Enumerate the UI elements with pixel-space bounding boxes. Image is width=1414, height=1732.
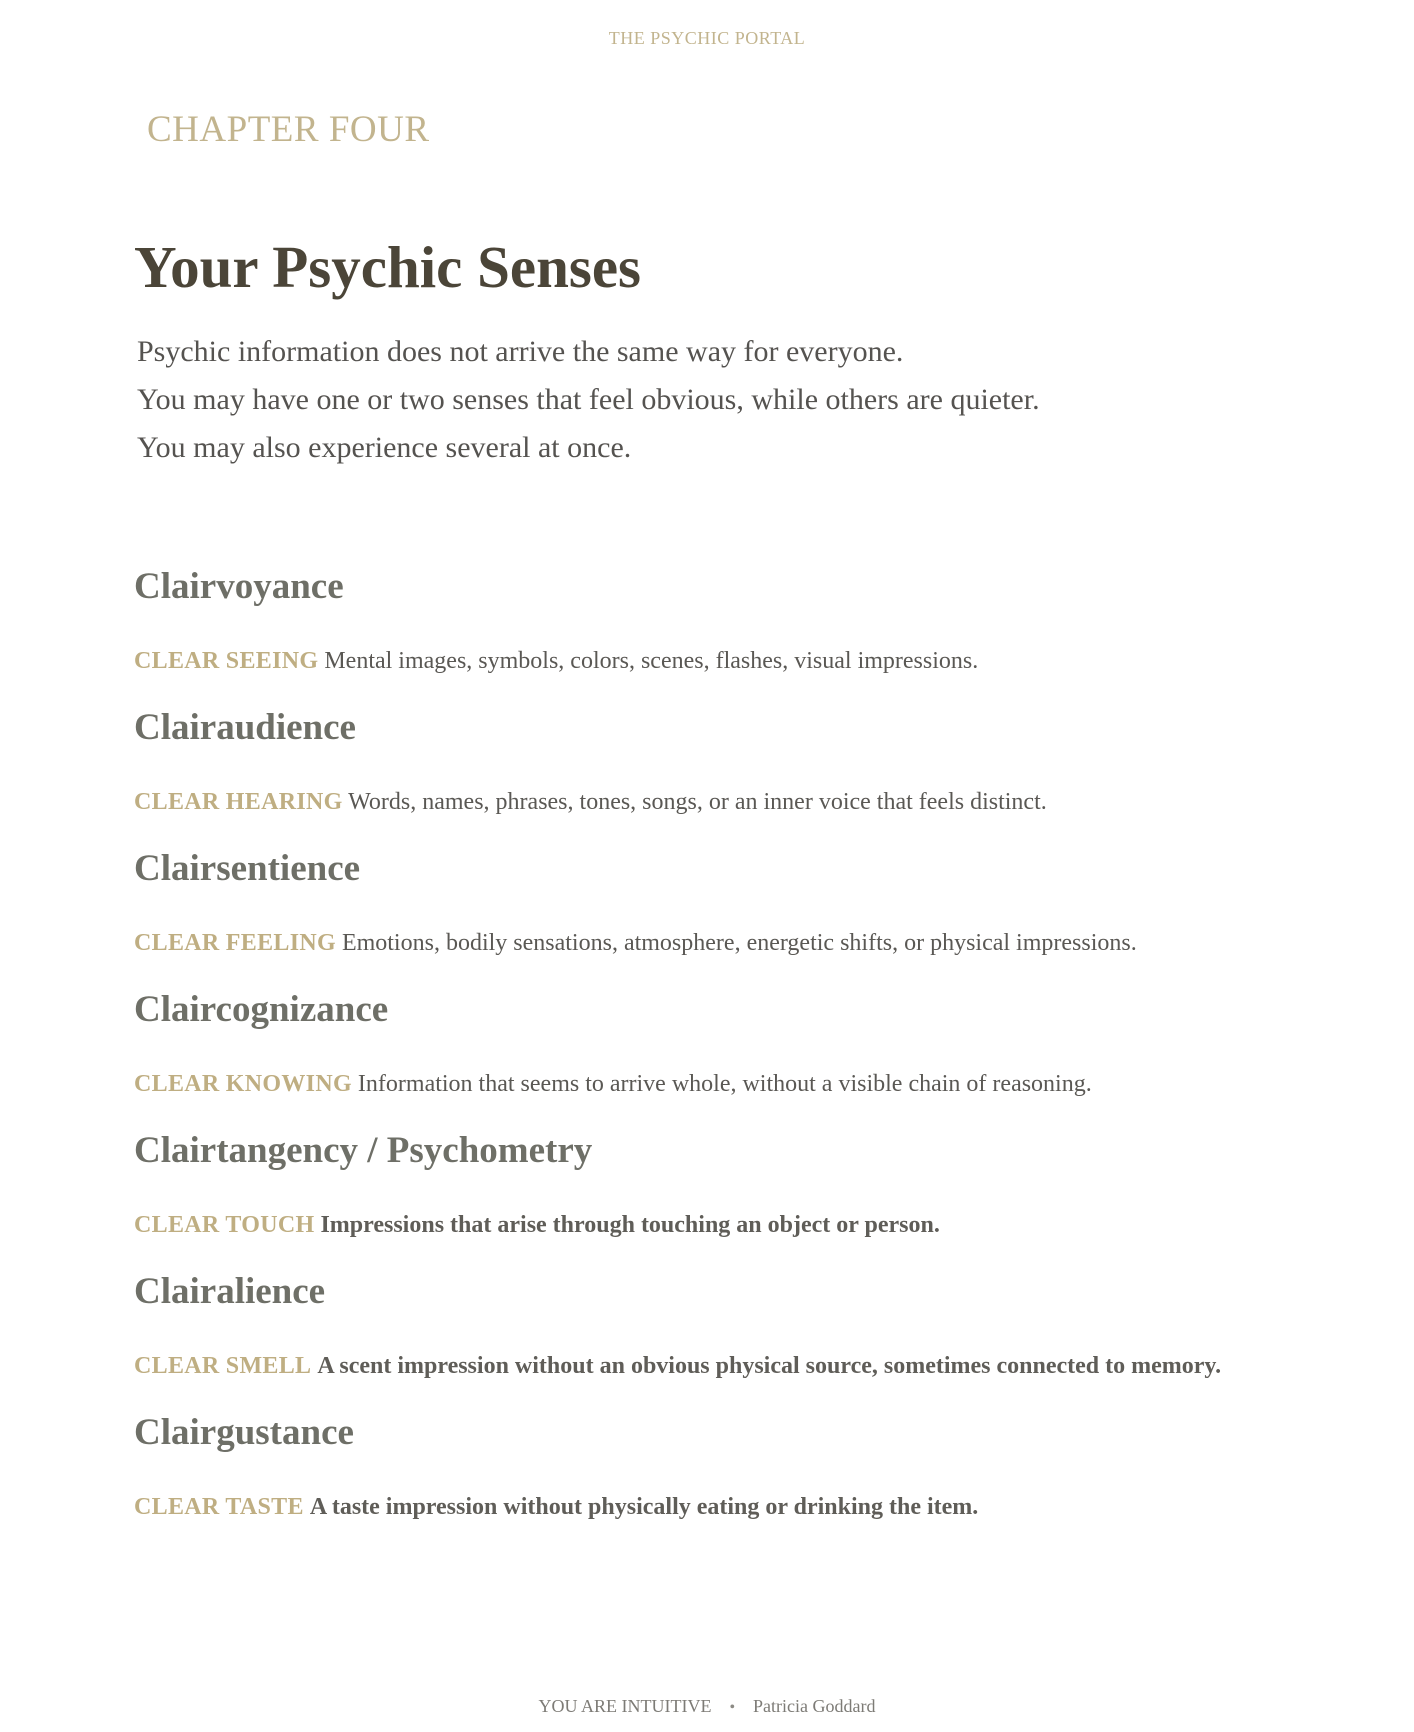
page-title: Your Psychic Senses bbox=[134, 234, 642, 300]
sense-heading: Clairvoyance bbox=[134, 566, 344, 607]
intro-paragraph bbox=[137, 328, 1040, 472]
chapter-label: CHAPTER FOUR bbox=[147, 109, 430, 150]
sense-clairsentience bbox=[134, 847, 1374, 988]
sense-clairgustance bbox=[134, 1411, 1374, 1552]
sense-tag: CLEAR FEELING bbox=[134, 930, 336, 956]
sense-tag: CLEAR SMELL bbox=[134, 1353, 312, 1379]
sense-definition bbox=[134, 647, 978, 676]
sense-definition bbox=[134, 1352, 1221, 1381]
sense-clairalience bbox=[134, 1270, 1374, 1411]
sense-description: A scent impression without an obvious physical source, sometimes connected to memory. bbox=[317, 1353, 1222, 1379]
footer-book-title: YOU ARE INTUITIVE bbox=[538, 1696, 712, 1716]
sense-description: Mental images, symbols, colors, scenes, flashes, visual impressions. bbox=[324, 648, 979, 674]
sense-tag: CLEAR HEARING bbox=[134, 789, 343, 815]
sense-description: Information that seems to arrive whole, without a visible chain of reasoning. bbox=[357, 1071, 1092, 1097]
intro-line: You may also experience several at once. bbox=[137, 431, 632, 464]
senses-list bbox=[134, 565, 1374, 1552]
sense-heading: Clairtangency / Psychometry bbox=[134, 1130, 593, 1171]
sense-definition bbox=[134, 1070, 1092, 1099]
sense-description: Words, names, phrases, tones, songs, or an inner voice that feels distinct. bbox=[348, 789, 1047, 815]
sense-clairtangency bbox=[134, 1129, 1374, 1270]
sense-definition bbox=[134, 788, 1047, 817]
sense-definition bbox=[134, 1211, 940, 1240]
intro-line: Psychic information does not arrive the same way for everyone. bbox=[137, 335, 904, 368]
sense-claircognizance bbox=[134, 988, 1374, 1129]
sense-description: A taste impression without physically eating or drinking the item. bbox=[309, 1494, 979, 1520]
sense-clairaudience bbox=[134, 706, 1374, 847]
sense-tag: CLEAR KNOWING bbox=[134, 1071, 352, 1097]
footer-separator: • bbox=[729, 1699, 736, 1716]
sense-heading: Claircognizance bbox=[134, 989, 389, 1030]
running-head: THE PSYCHIC PORTAL bbox=[608, 28, 806, 48]
footer-author: Patricia Goddard bbox=[753, 1696, 876, 1716]
sense-tag: CLEAR SEEING bbox=[134, 648, 319, 674]
sense-heading: Clairgustance bbox=[134, 1412, 354, 1453]
sense-heading: Clairsentience bbox=[134, 848, 361, 889]
sense-heading: Clairalience bbox=[134, 1271, 326, 1312]
intro-line: You may have one or two senses that feel obvious, while others are quieter. bbox=[137, 383, 1040, 416]
page-footer bbox=[0, 1696, 1414, 1717]
sense-heading: Clairaudience bbox=[134, 707, 356, 748]
sense-tag: CLEAR TOUCH bbox=[134, 1212, 315, 1238]
sense-tag: CLEAR TASTE bbox=[134, 1494, 304, 1520]
sense-clairvoyance bbox=[134, 565, 1374, 706]
sense-description: Impressions that arise through touching an object or person. bbox=[320, 1212, 940, 1238]
sense-description: Emotions, bodily sensations, atmosphere, energetic shifts, or physical impressions. bbox=[341, 930, 1137, 956]
sense-definition bbox=[134, 1493, 978, 1522]
sense-definition bbox=[134, 929, 1137, 958]
